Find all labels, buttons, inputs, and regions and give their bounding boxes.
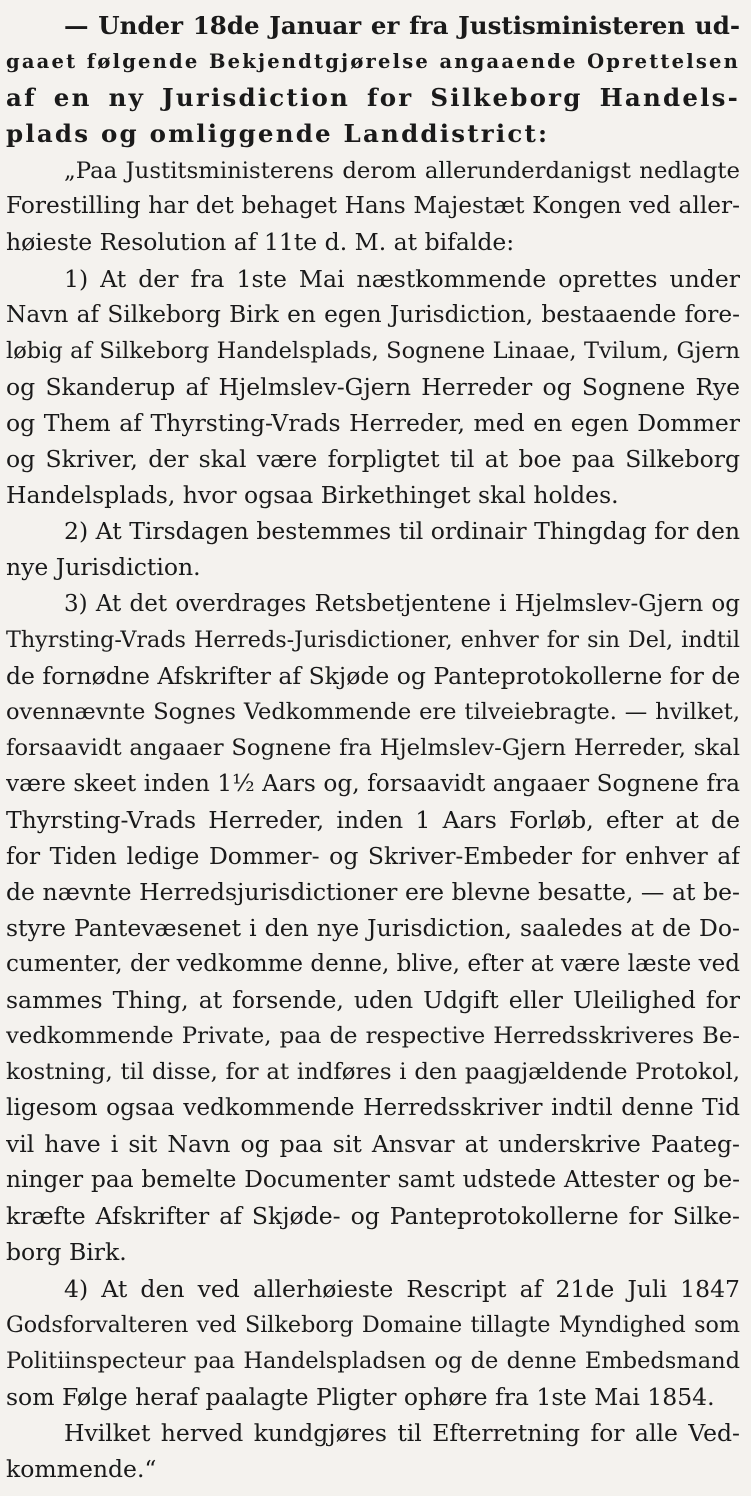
text-line: vedkommende Private, paa de respective Herredsskriveres Be-	[6, 1023, 740, 1049]
text-line: Politiinspecteur paa Handelspladsen og de denne Embedsmand	[6, 1348, 740, 1374]
text-line: Godsforvalteren ved Silkeborg Domaine tillagte Myndighed som	[6, 1312, 740, 1338]
text-line: Handelsplads, hvor ogsaa Birkethinget skal holdes.	[6, 481, 619, 509]
headline-line-3: af en ny Jurisdiction for Silkeborg Handels-	[6, 83, 740, 112]
text-line: for Tiden ledige Dommer- og Skriver-Embeder for enhver af	[6, 842, 740, 870]
headline-line-1: — Under 18de Januar er fra Justisministeren ud-	[64, 11, 740, 40]
text-line: styre Pantevæsenet i den nye Jurisdiction, saaledes at de Do-	[6, 914, 740, 942]
text-line: sammes Thing, at forsende, uden Udgift eller Uleilighed for	[6, 986, 740, 1014]
text-line: ovennævnte Sognes Vedkommende ere tilveiebragte. — hvilket,	[6, 699, 740, 725]
text-line: 1) At der fra 1ste Mai næstkommende oprettes under	[64, 265, 740, 293]
text-line: „Paa Justitsministerens derom allerunderdanigst nedlagte	[64, 158, 740, 184]
headline-line-4: plads og omliggende Landdistrict:	[6, 119, 550, 148]
text-line: kommende.“	[6, 1455, 157, 1483]
headline-line-2: gaaet følgende Bekjendtgjørelse angaaende Oprettelsen	[6, 50, 740, 73]
text-line: Navn af Silkeborg Birk en egen Jurisdiction, bestaaende fore-	[6, 301, 740, 328]
text-line: 2) At Tirsdagen bestemmes til ordinair Thingdag for den	[64, 517, 740, 545]
text-line: borg Birk.	[6, 1238, 127, 1266]
text-line: cumenter, der vedkomme denne, blive, efter at være læste ved	[6, 951, 740, 977]
text-line: som Følge heraf paalagte Pligter ophøre fra 1ste Mai 1854.	[6, 1383, 715, 1411]
text-line: løbig af Silkeborg Handelsplads, Sognene Linaae, Tvilum, Gjern	[6, 338, 740, 364]
text-line: høieste Resolution af 11te d. M. at bifalde:	[6, 228, 515, 256]
text-line: Thyrsting-Vrads Herreder, inden 1 Aars Forløb, efter at de	[6, 806, 740, 834]
text-line: ninger paa bemelte Documenter samt udstede Attester og be-	[6, 1166, 740, 1193]
text-line: Hvilket herved kundgjøres til Efterretning for alle Ved-	[64, 1419, 740, 1447]
text-line: Thyrsting-Vrads Herreds-Jurisdictioner, enhver for sin Del, indtil	[6, 627, 740, 653]
text-line: nye Jurisdiction.	[6, 553, 201, 581]
text-line: være skeet inden 1½ Aars og, forsaavidt angaaer Sognene fra	[6, 770, 740, 797]
text-line: de nævnte Herredsjurisdictioner ere blevne besatte, — at be-	[6, 878, 740, 906]
text-line: de fornødne Afskrifter af Skjøde og Panteprotokollerne for de	[6, 662, 740, 690]
text-line: og Them af Thyrsting-Vrads Herreder, med en egen Dommer	[6, 409, 740, 437]
text-line: ligesom ogsaa vedkommende Herredsskriver indtil denne Tid	[6, 1094, 740, 1121]
text-line: vil have i sit Navn og paa sit Ansvar at underskrive Paateg-	[6, 1130, 740, 1158]
text-line: kræfte Afskrifter af Skjøde- og Panteprotokollerne for Silke-	[6, 1202, 740, 1230]
text-line: 4) At den ved allerhøieste Rescript af 21de Juli 1847	[64, 1275, 740, 1303]
text-line: kostning, til disse, for at indføres i den paagjældende Protokol,	[6, 1059, 740, 1085]
text-line: 3) At det overdrages Retsbetjentene i Hjelmslev-Gjern og	[64, 591, 740, 617]
text-line: og Skanderup af Hjelmslev-Gjern Herreder og Sognene Rye	[6, 373, 740, 401]
text-line: forsaavidt angaaer Sognene fra Hjelmslev-Gjern Herreder, skal	[6, 735, 740, 761]
text-line: Forestilling har det behaget Hans Majestæt Kongen ved aller-	[6, 192, 740, 219]
text-line: og Skriver, der skal være forpligtet til at boe paa Silkeborg	[6, 445, 740, 473]
